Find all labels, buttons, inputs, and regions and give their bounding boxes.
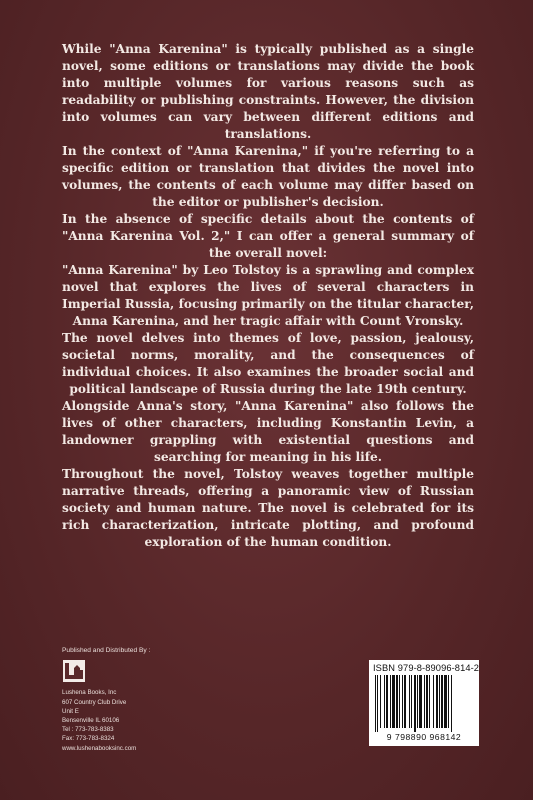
publisher-city: Bensenville IL 60106	[62, 717, 120, 725]
barcode-bar	[414, 675, 416, 732]
publisher-label: Published and Distributed By :	[62, 647, 151, 654]
blurb-paragraph-6: Alongside Anna's story, "Anna Karenina" also follows the lives of other characters, including Konstantin Levin, a landowner grappling with existential questions and searching for meaning in his life.	[62, 399, 474, 464]
blurb-text	[62, 41, 474, 551]
barcode-bar	[409, 675, 410, 728]
barcode-bar	[380, 675, 381, 728]
barcode-bar	[439, 675, 440, 728]
lushena-books-logo-icon	[62, 659, 86, 683]
barcode-bar	[399, 675, 400, 728]
barcode-bar	[386, 675, 388, 728]
publisher-street: 607 Country Club Drive	[62, 698, 127, 706]
barcode-bar	[404, 675, 406, 728]
publisher-info	[62, 646, 222, 753]
barcode-bar	[377, 675, 378, 732]
barcode-bar	[451, 675, 452, 732]
barcode-bar	[433, 675, 434, 728]
blurb-paragraph-1: While "Anna Karenina" is typically published as a single novel, some editions or translations may divide the book into multiple volumes for various reasons such as readability or publishing constraints. However, the division into volumes can vary between different editions and translations.	[62, 42, 474, 141]
barcode-bar	[402, 675, 403, 728]
barcode-bar	[441, 675, 443, 728]
barcode-bar	[411, 675, 412, 728]
barcode-bar	[375, 675, 376, 732]
barcode-bar	[436, 675, 438, 728]
blurb-paragraph-2: In the context of "Anna Karenina," if you're referring to a specific edition or translation that divides the novel into volumes, the contents of each volume may differ based on the editor or publisher's decision.	[62, 144, 474, 209]
barcode-bar	[392, 675, 395, 728]
barcode-bars	[373, 675, 475, 733]
publisher-unit: Unit E	[62, 707, 79, 715]
barcode-box	[369, 660, 479, 746]
blurb-paragraph-5: The novel delves into themes of love, passion, jealousy, societal norms, morality, and the consequences of individual choices. It also examines the broader social and political landscape of Russia during the late 19th century.	[62, 331, 474, 396]
barcode-bar	[426, 675, 428, 728]
barcode-bar	[424, 675, 425, 728]
barcode-bar	[419, 675, 422, 728]
publisher-website[interactable]: www.lushenabooksinc.com	[62, 744, 137, 752]
publisher-tel: Tel : 773-783-8383	[62, 726, 114, 734]
publisher-fax: Fax: 773-783-8324	[62, 735, 115, 743]
barcode-bar	[429, 675, 430, 728]
publisher-name: Lushena Books, Inc	[62, 689, 117, 697]
barcode-bar	[444, 675, 447, 728]
barcode-bar	[390, 675, 391, 728]
barcode-bar	[448, 675, 449, 728]
barcode-bar	[417, 675, 418, 728]
blurb-paragraph-3: In the absence of specific details about the contents of "Anna Karenina Vol. 2," I can offer a general summary of the overall novel:	[62, 212, 474, 260]
blurb-paragraph-7: Throughout the novel, Tolstoy weaves together multiple narrative threads, offering a panoramic view of Russian society and human nature. The novel is celebrated for its rich characterization, intricate plotting, and profound exploration of the human condition.	[62, 467, 474, 549]
barcode-digits: 9 798890 968142	[386, 732, 462, 742]
barcode-bar	[384, 675, 385, 728]
isbn-label: ISBN 979-8-89096-814-2	[373, 663, 480, 673]
blurb-paragraph-4: "Anna Karenina" by Leo Tolstoy is a sprawling and complex novel that explores the lives of several characters in Imperial Russia, focusing primarily on the titular character, Anna Karenina, and her tragic affair with Count Vronsky.	[62, 263, 474, 328]
barcode-bar	[396, 675, 398, 728]
